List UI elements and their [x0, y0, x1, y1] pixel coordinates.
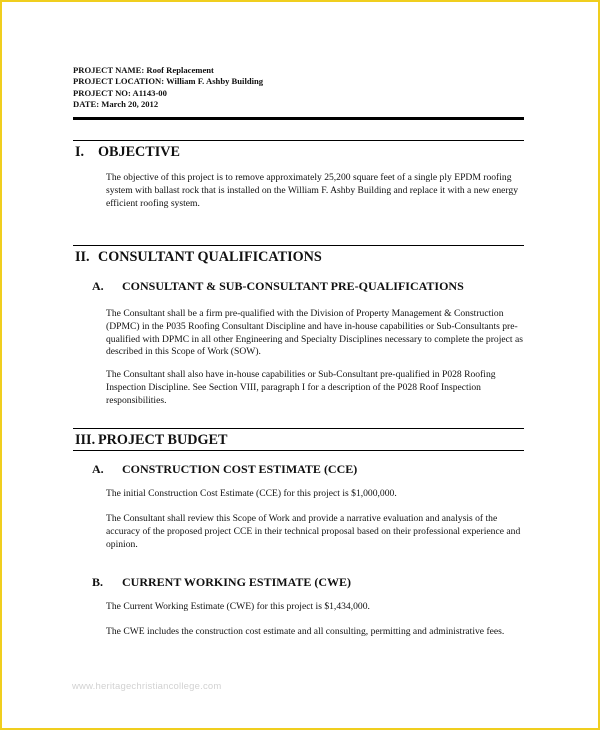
- section-heading-objective: [75, 144, 180, 161]
- subsection-heading-prequalifications: [92, 279, 464, 294]
- section-title: PROJECT BUDGET: [98, 432, 228, 448]
- header-divider: [73, 117, 524, 120]
- subsection-heading-cwe: [92, 575, 351, 590]
- subsection-letter: B.: [92, 575, 104, 589]
- section-heading-budget: [75, 432, 227, 449]
- project-header: [73, 65, 263, 111]
- subsection-heading-cce: [92, 462, 357, 477]
- section-heading-qualifications: [75, 249, 322, 266]
- cwe-paragraph-2: The CWE includes the construction cost estimate and all consulting, permitting and administrative fees.: [106, 626, 505, 637]
- prequalification-paragraph-2: The Consultant shall also have in-house capabilities or Sub-Consultant pre-qualified in P028 Roofing Inspection Discipline. See Section VIII, paragraph I for a description of the P028 Roof Inspection responsibilities.: [106, 369, 496, 406]
- subsection-letter: A.: [92, 279, 104, 293]
- project-date: DATE: March 20, 2012: [73, 99, 159, 110]
- subsection-title: CONSTRUCTION COST ESTIMATE (CCE): [122, 462, 358, 476]
- cce-paragraph-2: The Consultant shall review this Scope of Work and provide a narrative evaluation and analysis of the accuracy of the proposed project CCE in their technical proposal based on their professional experience and opinion.: [106, 513, 521, 550]
- section-number: III.: [75, 432, 96, 448]
- section-divider: [73, 245, 524, 246]
- project-name: PROJECT NAME: Roof Replacement: [73, 65, 214, 75]
- subsection-title: CONSULTANT & SUB-CONSULTANT PRE-QUALIFICATIONS: [122, 279, 464, 293]
- subsection-letter: A.: [92, 462, 104, 476]
- section-divider: [73, 450, 524, 451]
- document-page: [2, 2, 598, 728]
- watermark-text: www.heritagechristiancollege.com: [72, 681, 222, 692]
- cwe-paragraph-1: The Current Working Estimate (CWE) for this project is $1,434,000.: [106, 601, 370, 612]
- project-location: PROJECT LOCATION: William F. Ashby Building: [73, 76, 264, 87]
- prequalification-paragraph-1: The Consultant shall be a firm pre-qualified with the Division of Property Management & Construction (DPMC) in the P035 Roofing Consultant Discipline and have in-house capabilities or Sub-Consultants pre-qualified with DPMC in all other Engineering and Specialty Disciplines necessary to complete the project as described in this Scope of Work (SOW).: [106, 308, 523, 358]
- objective-paragraph: The objective of this project is to remove approximately 25,200 square feet of a single ply EPDM roofing system with ballast rock that is installed on the William F. Ashby Building and replace it with a new energy efficient roofing system.: [106, 172, 519, 209]
- section-divider: [73, 140, 524, 141]
- project-number: PROJECT NO: A1143-00: [73, 87, 167, 98]
- section-divider: [73, 428, 524, 429]
- section-title: OBJECTIVE: [98, 144, 180, 160]
- cce-paragraph-1: The initial Construction Cost Estimate (CCE) for this project is $1,000,000.: [106, 488, 397, 499]
- section-number: I.: [75, 144, 85, 160]
- subsection-title: CURRENT WORKING ESTIMATE (CWE): [122, 575, 352, 589]
- section-number: II.: [75, 249, 90, 265]
- section-title: CONSULTANT QUALIFICATIONS: [98, 249, 322, 265]
